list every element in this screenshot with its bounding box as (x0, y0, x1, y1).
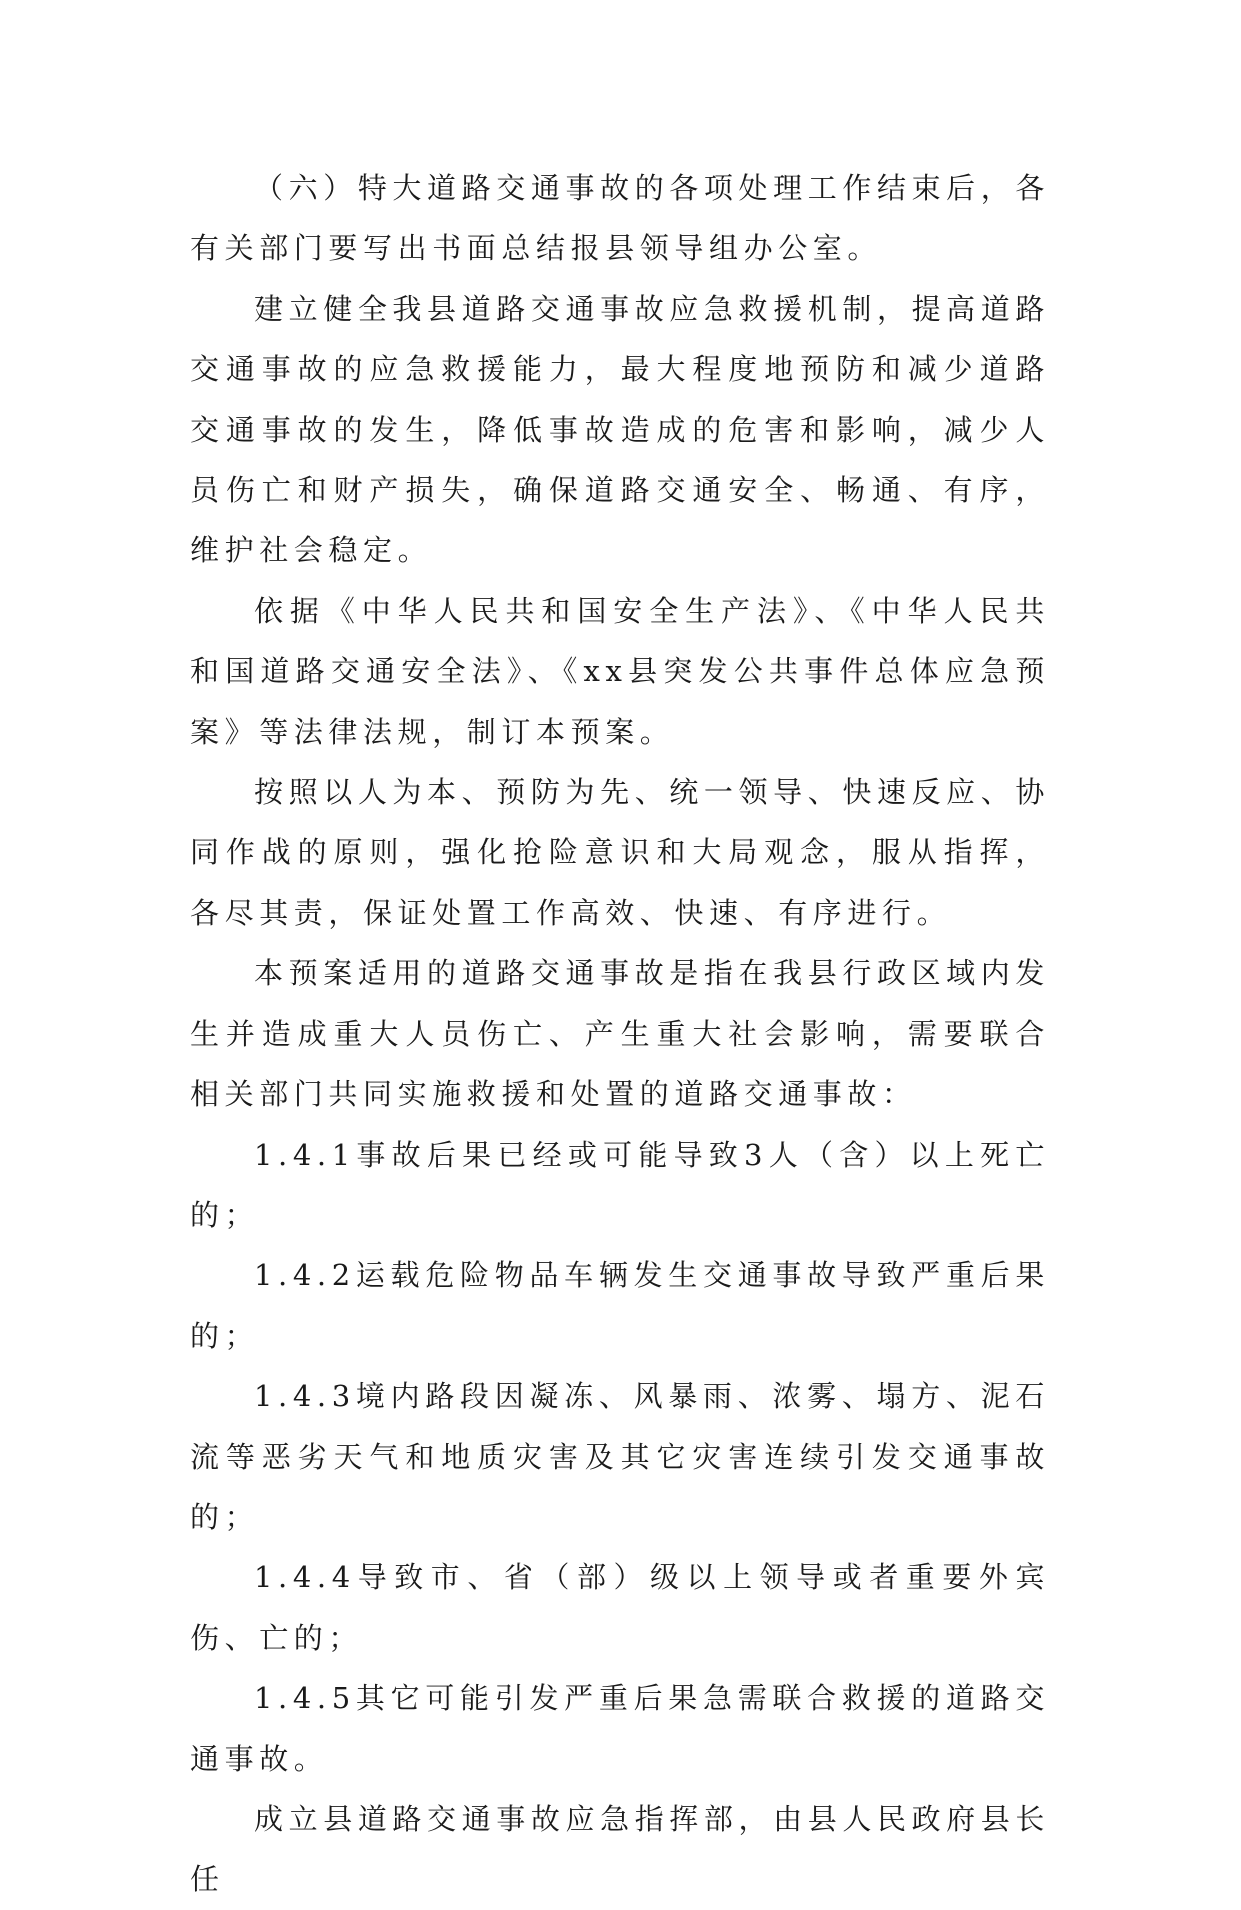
paragraph-item-1-4-2: 1.4.2运载危险物品车辆发生交通事故导致严重后果的； (190, 1258, 1050, 1353)
paragraph-item-1-4-3: 1.4.3境内路段因凝冻、风暴雨、浓雾、塌方、泥石流等恶劣天气和地质灾害及其它灾害连续引发交通事故的； (190, 1379, 1050, 1534)
paragraph-legal-basis: 依据《中华人民共和国安全生产法》、《中华人民共和国道路交通安全法》、《xx县突发公共事件总体应急预案》等法律法规，制订本预案。 (190, 593, 1050, 749)
paragraph-scope: 本预案适用的道路交通事故是指在我县行政区域内发生并造成重大人员伤亡、产生重大社会影响，需要联合相关部门共同实施救援和处置的道路交通事故： (190, 956, 1050, 1112)
paragraph-command-center: 成立县道路交通事故应急指挥部，由县人民政府县长任 (190, 1801, 1050, 1897)
paragraph-item-1-4-4: 1.4.4导致市、省（部）级以上领导或者重要外宾伤、亡的； (190, 1560, 1050, 1655)
paragraph-item-1-4-1: 1.4.1事故后果已经或可能导致3人（含）以上死亡的； (190, 1137, 1050, 1232)
paragraph-purpose: 建立健全我县道路交通事故应急救援机制，提高道路交通事故的应急救援能力，最大程度地预防和减少道路交通事故的发生，降低事故造成的危害和影响，减少人员伤亡和财产损失，确保道路交通安全、畅通、有序，维护社会稳定。 (190, 291, 1050, 568)
document-body (190, 158, 1050, 1910)
paragraph-item-1-4-5: 1.4.5其它可能引发严重后果急需联合救援的道路交通事故。 (190, 1681, 1050, 1776)
paragraph-accident-summary: （六）特大道路交通事故的各项处理工作结束后，各有关部门要写出书面总结报县领导组办公室。 (190, 171, 1050, 266)
paragraph-principles: 按照以人为本、预防为先、统一领导、快速反应、协同作战的原则，强化抢险意识和大局观念，服从指挥，各尽其责，保证处置工作高效、快速、有序进行。 (190, 775, 1050, 930)
